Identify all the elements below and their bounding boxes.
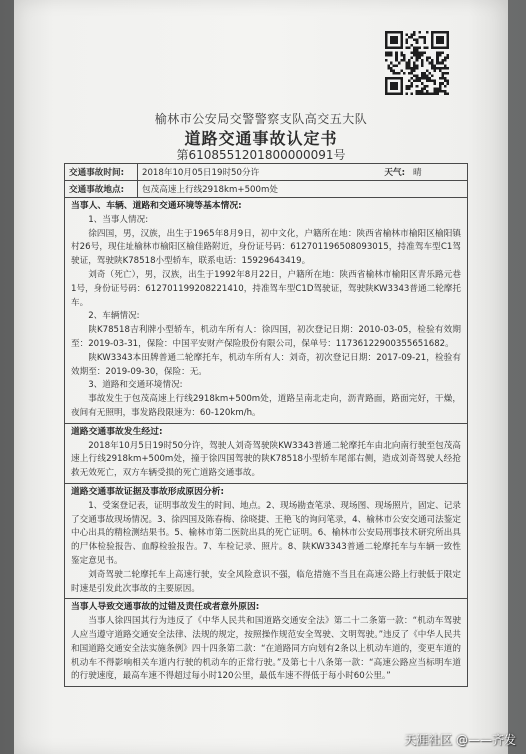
time-row — [65, 164, 467, 181]
evidence-heading: 道路交通事故证据及事故形成原因分析: — [71, 486, 225, 497]
qr-code — [385, 31, 449, 95]
fault-text: 当事人徐四国其行为违反了《中华人民共和国道路交通安全法》第二十二条第一款：“机动车驾驶人应当遵守道路交通安全法律、法规的规定，按照操作规范安全驾驶、文明驾驶。”违反了《中华人民共和国道路交通安全法实施条例》四十四条第二款：“在道路同方向划有2条以上机动车道的，变更车道的机动车不得影响相关车道内行驶的机动车的正常行驶。”及第七十八条第一款：“高速公路应当标明车道的行驶速度，最高车速不得超过每小时120公里，最低车速不得低于每小时60公里。” — [71, 616, 461, 682]
party-1-text: 徐四国，男，汉族，出生于1965年8月9日，初中文化，户籍所在地：陕西省榆林市榆阳区榆阳镇村26号，现住址榆林市榆阳区榆佳路附近，身份证号码：612701196508093015，持准驾车型C1驾驶证，驾驶陕K78518小型轿车，联系电话：15929643419。 — [71, 228, 461, 267]
watermark-text: 天涯社区 @——齐发 — [404, 733, 516, 747]
party-2-text: 刘奇（死亡），男，汉族，出生于1992年8月22日，户籍所在地：陕西省榆林市榆阳区青乐路元巷1号，身份证号码：612701199208221410，持准驾车型C1D驾驶证，驾驶陕KW3343普通二轮摩托车。 — [71, 269, 461, 308]
accident-form — [64, 163, 468, 687]
document-number: 第6108551201800000091号 — [176, 148, 346, 162]
issuing-agency: 榆林市公安局交警警察支队高交五大队 — [154, 112, 368, 126]
basic-info-section — [65, 197, 467, 423]
evidence-section — [65, 483, 467, 598]
time-label: 交通事故时间: — [65, 164, 138, 181]
vehicle-1-text: 陕K78518吉利牌小型轿车，机动车所有人：徐四国，初次登记日期：2010-03-05，检验有效期至：2019-03-31，保险：中国平安财产保险股份有限公司，保单号：11736122900355651682。 — [71, 325, 461, 349]
accident-process-text: 2018年10月5日19时50分许，驾驶人刘奇驾驶陕KW3343普通二轮摩托车由北向南行驶至包茂高速上行线2918km+500m处，撞于徐四国驾驶的陕K78518小型轿车尾部右侧，造成刘奇驾驶人经抢救无效死亡，双方车辆受损的死亡道路交通事故。 — [71, 440, 461, 479]
fault-heading: 当事人导致交通事故的过错及责任或者意外原因: — [71, 602, 260, 613]
basic-info-heading: 当事人、车辆、道路和交通环境等基本情况: — [71, 201, 242, 211]
accident-info-table — [65, 164, 467, 197]
vehicle-2-text: 陕KW3343本田牌普通二轮摩托车，机动车所有人：刘奇，初次登记日期：2017-09-21，检验有效期至：2019-09-30，保险：无。 — [71, 352, 461, 377]
document-title: 道路交通事故认定书 — [184, 129, 338, 148]
fault-section — [65, 598, 467, 686]
document-page — [14, 0, 508, 754]
cause-text: 刘奇驾驶二轮摩托车上高速行驶，安全风险意识不强，临危措施不当且在高速公路上行驶低于限定时速是引发此次事故的主要原因。 — [71, 569, 461, 594]
weather-label: 天气: — [361, 164, 409, 181]
place-value: 包茂高速上行线2918km+500m处 — [142, 185, 278, 195]
weather-value: 晴 — [409, 164, 467, 181]
parties-heading: 1、当事人情况: — [88, 214, 149, 225]
accident-process-heading: 道路交通事故发生经过: — [71, 426, 163, 437]
place-label: 交通事故地点: — [65, 181, 138, 198]
place-row — [65, 181, 467, 198]
road-heading: 3、道路和交通环境情况: — [88, 380, 183, 391]
accident-process-section — [65, 423, 467, 483]
vehicles-heading: 2、车辆情况: — [88, 311, 140, 322]
time-value: 2018年10月05日19时50分许 — [138, 164, 362, 181]
evidence-text: 1、受案登记表，证明事故发生的时间、地点。2、现场勘查笔录、现场图、现场照片，固定、记录了交通事故现场情况。3、徐四国及陈春梅、徐晓捷、王艳飞的询问笔录，4、榆林市公安交通司法鉴定中心出具的精检测结果书。5、榆林市第二医院出具的死亡证明。6、榆林市公安局刑事技术研究所出具的尸体检验报告、血醇检验报告。7、车检记录、照片。8、陕KW3343普通二轮摩托车与车辆一致性鉴定意见书。 — [71, 500, 461, 566]
road-text: 事故发生于包茂高速上行线2918km+500m处，道路呈南北走向，沥青路面，路面完好，干燥，夜间有无照明，事发路段限速为：60-120km/h。 — [71, 394, 461, 418]
